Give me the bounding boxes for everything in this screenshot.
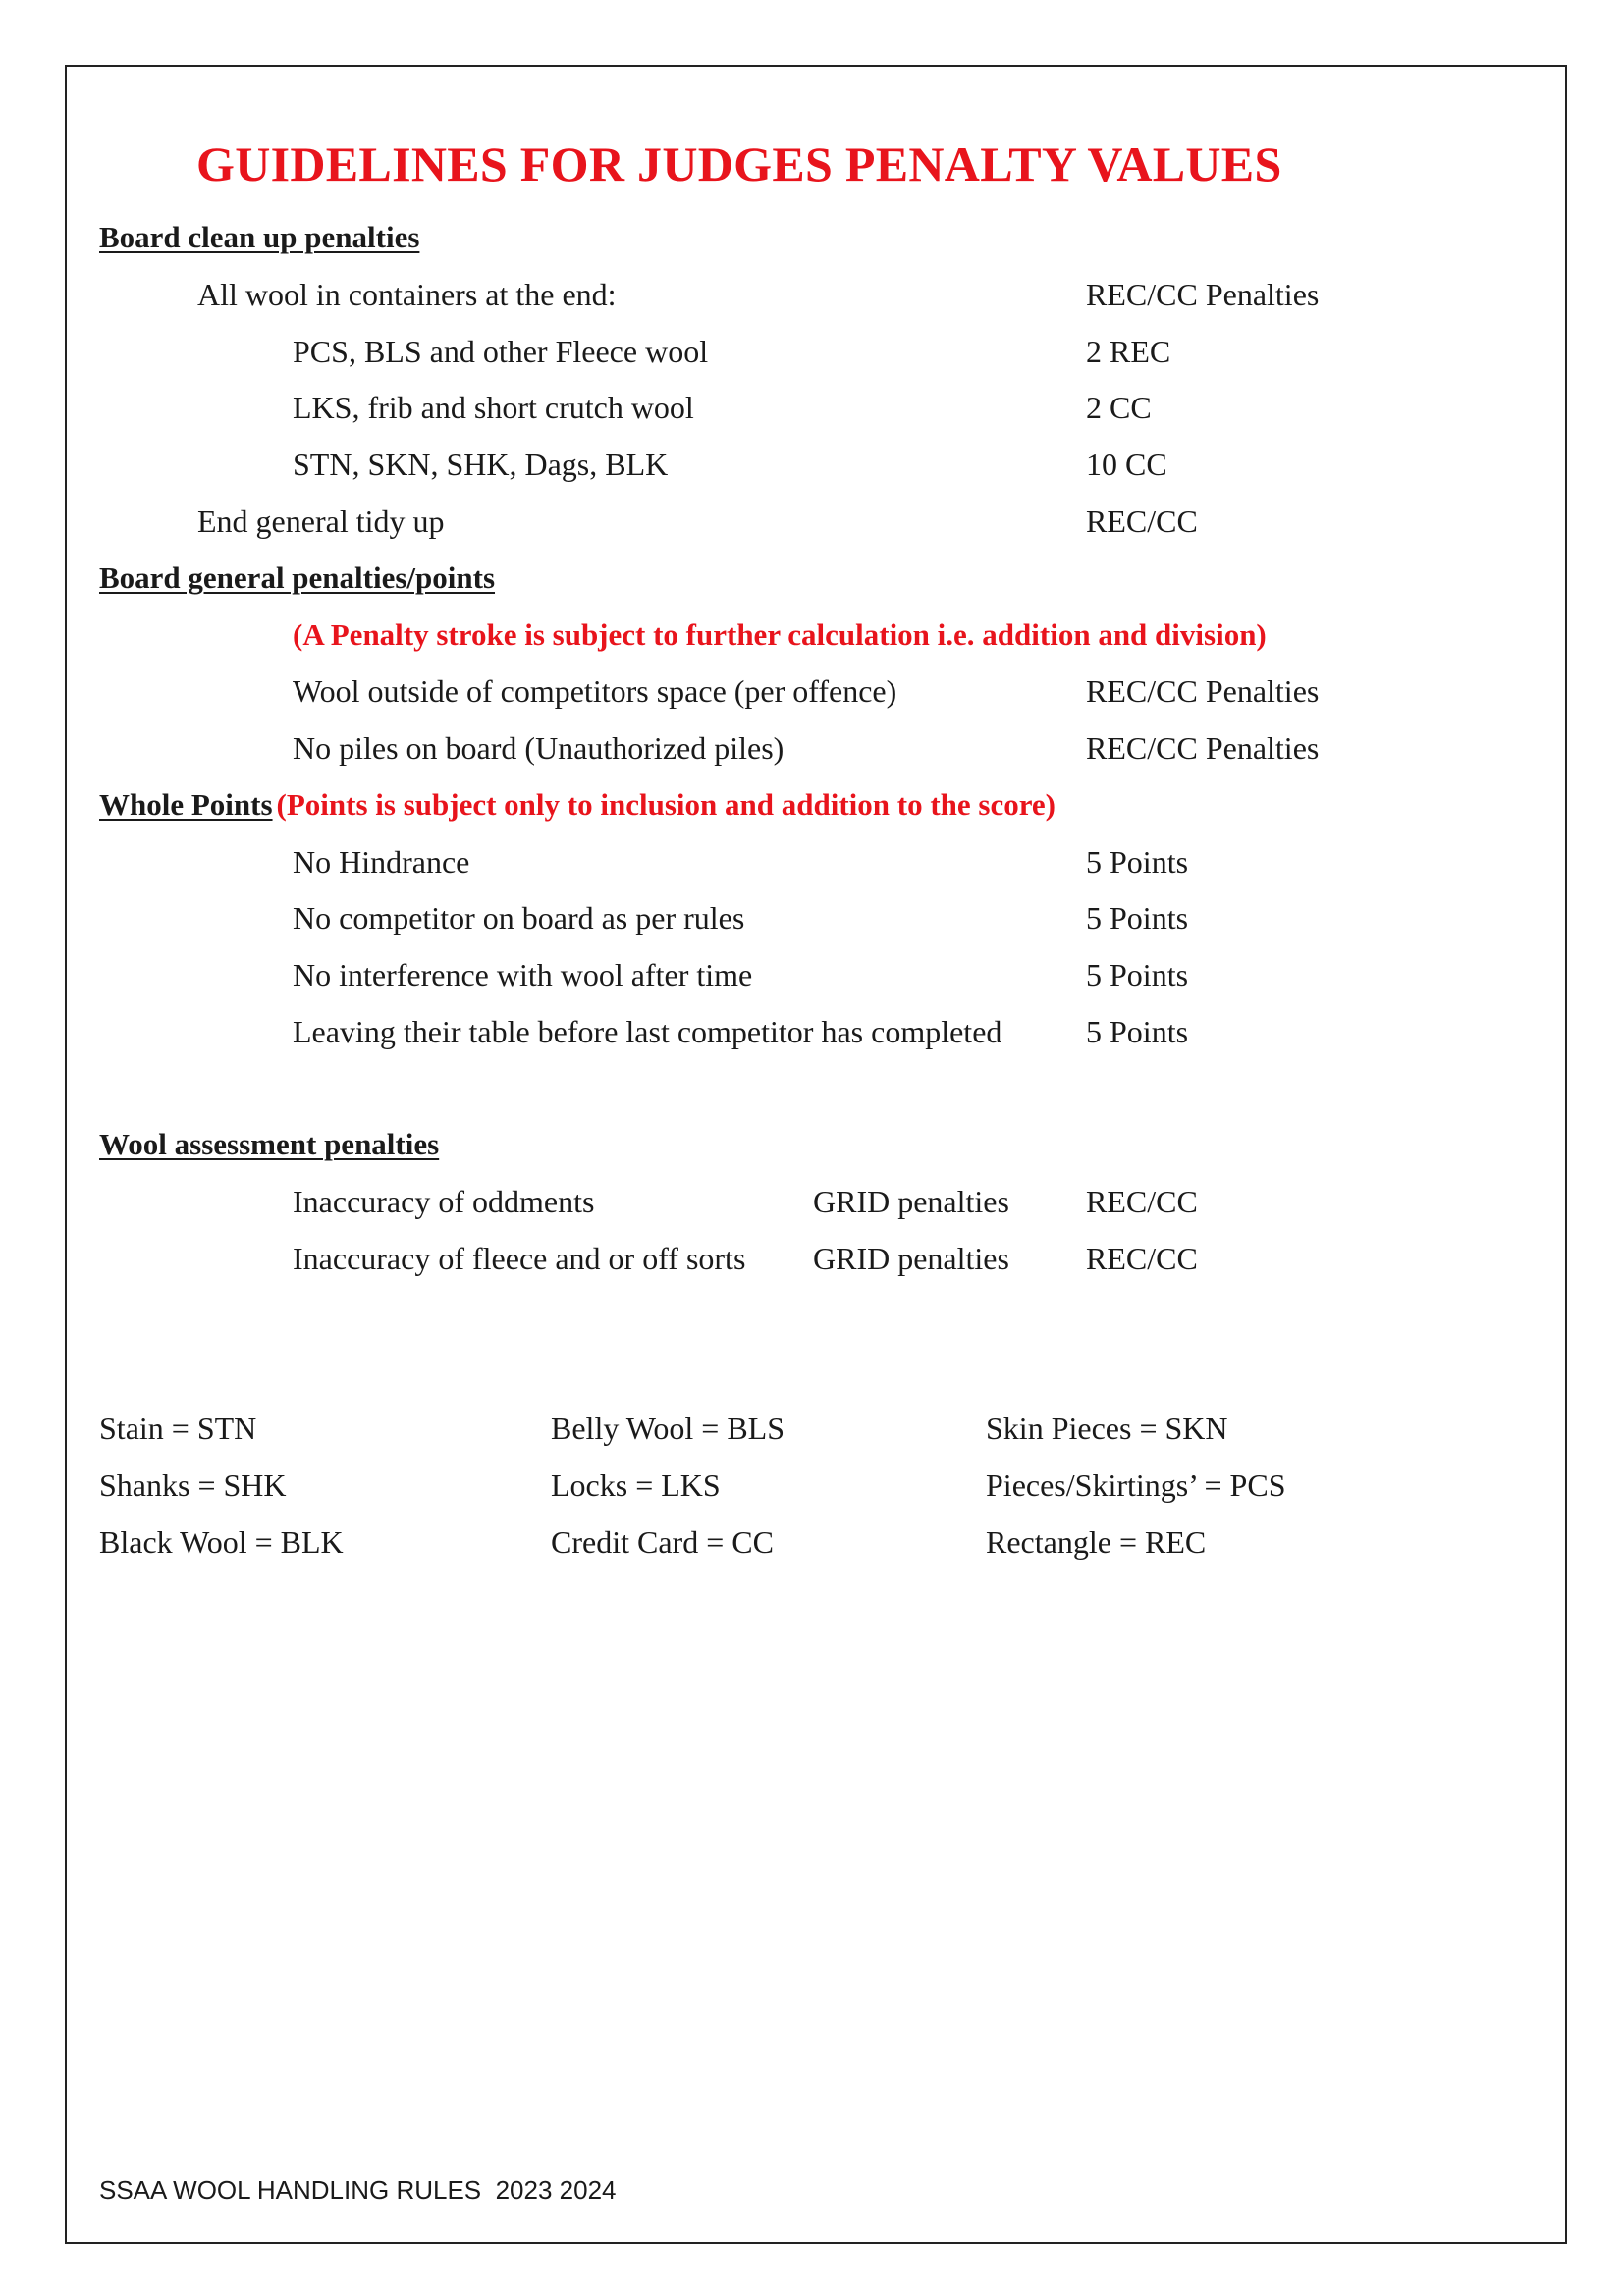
whole-points-value: 5 Points xyxy=(1086,900,1189,935)
abbreviation: Pieces/Skirtings’ = PCS xyxy=(986,1468,1286,1503)
board-general-label: No piles on board (Unauthorized piles) xyxy=(293,730,785,766)
clean-up-value: REC/CC Penalties xyxy=(1086,277,1320,312)
clean-up-label: STN, SKN, SHK, Dags, BLK xyxy=(293,447,669,482)
whole-points-value: 5 Points xyxy=(1086,844,1189,880)
clean-up-label: LKS, frib and short crutch wool xyxy=(293,390,694,425)
clean-up-label: All wool in containers at the end: xyxy=(197,277,617,312)
board-general-value: REC/CC Penalties xyxy=(1086,730,1320,766)
board-general-value: REC/CC Penalties xyxy=(1086,673,1320,709)
board-clean-up-heading: Board clean up penalties xyxy=(99,220,420,254)
abbreviation: Belly Wool = BLS xyxy=(551,1411,785,1446)
clean-up-value: 2 CC xyxy=(1086,390,1152,425)
wool-assessment-heading: Wool assessment penalties xyxy=(99,1127,440,1161)
abbreviation: Shanks = SHK xyxy=(99,1468,287,1503)
wool-assessment-value: REC/CC xyxy=(1086,1241,1198,1276)
abbreviation: Rectangle = REC xyxy=(986,1524,1207,1560)
wool-assessment-grid: GRID penalties xyxy=(813,1241,1009,1276)
footer-text: SSAA WOOL HANDLING RULES 2023 2024 xyxy=(99,2175,617,2205)
whole-points-line xyxy=(99,787,1056,823)
clean-up-value: REC/CC xyxy=(1086,504,1198,539)
abbreviation: Stain = STN xyxy=(99,1411,257,1446)
wool-assessment-grid: GRID penalties xyxy=(813,1184,1009,1219)
wool-assessment-label: Inaccuracy of oddments xyxy=(293,1184,595,1219)
board-general-label: Wool outside of competitors space (per offence) xyxy=(293,673,897,709)
clean-up-label: End general tidy up xyxy=(197,504,445,539)
whole-points-value: 5 Points xyxy=(1086,1014,1189,1049)
abbreviation: Skin Pieces = SKN xyxy=(986,1411,1228,1446)
abbreviation: Black Wool = BLK xyxy=(99,1524,344,1560)
page-title: GUIDELINES FOR JUDGES PENALTY VALUES xyxy=(196,136,1282,191)
abbreviation: Credit Card = CC xyxy=(551,1524,774,1560)
whole-points-note: (Points is subject only to inclusion and addition to the score) xyxy=(276,787,1056,822)
clean-up-value: 2 REC xyxy=(1086,334,1171,369)
clean-up-label: PCS, BLS and other Fleece wool xyxy=(293,334,709,369)
abbreviation: Locks = LKS xyxy=(551,1468,721,1503)
whole-points-heading: Whole Points xyxy=(99,787,273,822)
whole-points-value: 5 Points xyxy=(1086,957,1189,992)
wool-assessment-value: REC/CC xyxy=(1086,1184,1198,1219)
whole-points-label: No Hindrance xyxy=(293,844,470,880)
clean-up-value: 10 CC xyxy=(1086,447,1167,482)
whole-points-label: No interference with wool after time xyxy=(293,957,753,992)
whole-points-label: Leaving their table before last competitor has completed xyxy=(293,1014,1002,1049)
wool-assessment-label: Inaccuracy of fleece and or off sorts xyxy=(293,1241,746,1276)
board-general-heading: Board general penalties/points xyxy=(99,561,496,595)
board-general-note: (A Penalty stroke is subject to further calculation i.e. addition and division) xyxy=(293,617,1267,652)
whole-points-label: No competitor on board as per rules xyxy=(293,900,745,935)
